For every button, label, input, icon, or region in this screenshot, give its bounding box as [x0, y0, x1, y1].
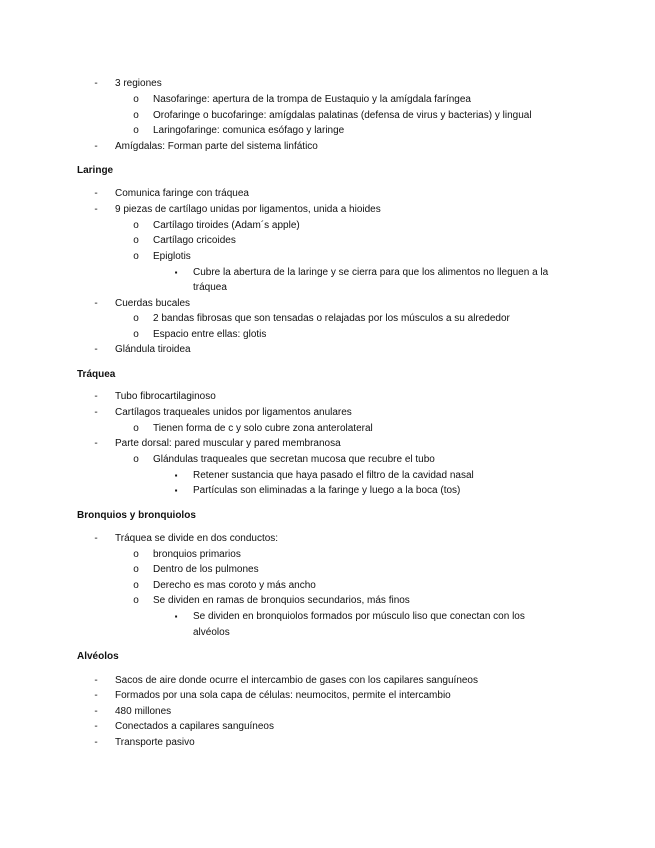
list-item-text: Formados por una sola capa de células: neumocitos, permite el intercambio: [115, 690, 451, 701]
list-item-text: Tráquea se divide en dos conductos:: [115, 533, 279, 544]
dash-bullet-icon: -: [94, 690, 98, 701]
dash-bullet-icon: -: [94, 533, 98, 544]
list-item-text: bronquios primarios: [153, 549, 241, 560]
square-bullet-icon: ▪: [174, 612, 178, 621]
list-item-text: tráquea: [193, 282, 227, 293]
list-item-text: Partículas son eliminadas a la faringe y luego a la boca (tos): [193, 485, 461, 496]
dash-bullet-icon: -: [94, 141, 98, 152]
list-item-text: Derecho es mas coroto y más ancho: [153, 580, 316, 591]
list-item-text: Dentro de los pulmones: [153, 564, 259, 575]
list-item-text: Se dividen en bronquiolos formados por músculo liso que conectan con los: [193, 611, 525, 622]
list-item-text: Laringofaringe: comunica esófago y laringe: [153, 125, 345, 136]
list-item-text: Comunica faringe con tráquea: [115, 188, 249, 199]
section-heading: Tráquea: [77, 369, 116, 380]
circle-bullet-icon: o: [133, 125, 139, 136]
list-item-text: Cubre la abertura de la laringe y se cierra para que los alimentos no lleguen a la: [193, 267, 549, 278]
list-item-text: Glándula tiroidea: [115, 344, 191, 355]
section-heading: Laringe: [77, 165, 114, 176]
list-item-text: Glándulas traqueales que secretan mucosa que recubre el tubo: [153, 454, 435, 465]
circle-bullet-icon: o: [133, 110, 139, 121]
circle-bullet-icon: o: [133, 580, 139, 591]
list-item-text: Espacio entre ellas: glotis: [153, 329, 267, 340]
dash-bullet-icon: -: [94, 721, 98, 732]
circle-bullet-icon: o: [133, 454, 139, 465]
list-item-text: Nasofaringe: apertura de la trompa de Eustaquio y la amígdala faríngea: [153, 94, 471, 105]
list-item-text: Cuerdas bucales: [115, 298, 191, 309]
circle-bullet-icon: o: [133, 549, 139, 560]
dash-bullet-icon: -: [94, 391, 98, 402]
list-item-text: 480 millones: [115, 706, 172, 717]
circle-bullet-icon: o: [133, 251, 139, 262]
list-item-text: Amígdalas: Forman parte del sistema linfático: [115, 141, 318, 152]
list-item-text: Cartílago tiroides (Adam´s apple): [153, 220, 300, 231]
circle-bullet-icon: o: [133, 220, 139, 231]
list-item-text: Transporte pasivo: [115, 737, 195, 748]
list-item-text: Tubo fibrocartilaginoso: [115, 391, 216, 402]
list-item-text: Sacos de aire donde ocurre el intercambio de gases con los capilares sanguíneos: [115, 675, 478, 686]
list-item-text: Tienen forma de c y solo cubre zona anterolateral: [153, 423, 373, 434]
list-item-text: alvéolos: [193, 627, 230, 638]
dash-bullet-icon: -: [94, 675, 98, 686]
dash-bullet-icon: -: [94, 204, 98, 215]
circle-bullet-icon: o: [133, 423, 139, 434]
circle-bullet-icon: o: [133, 595, 139, 606]
list-item-text: 2 bandas fibrosas que son tensadas o relajadas por los músculos a su alrededor: [153, 313, 510, 324]
dash-bullet-icon: -: [94, 78, 98, 89]
square-bullet-icon: ▪: [174, 471, 178, 480]
circle-bullet-icon: o: [133, 235, 139, 246]
list-item-text: 9 piezas de cartílago unidas por ligamentos, unida a hioides: [115, 204, 381, 215]
list-item-text: Conectados a capilares sanguíneos: [115, 721, 274, 732]
circle-bullet-icon: o: [133, 313, 139, 324]
square-bullet-icon: ▪: [174, 486, 178, 495]
dash-bullet-icon: -: [94, 188, 98, 199]
dash-bullet-icon: -: [94, 737, 98, 748]
list-item-text: Orofaringe o bucofaringe: amígdalas palatinas (defensa de virus y bacterias) y lingual: [153, 110, 532, 121]
dash-bullet-icon: -: [94, 438, 98, 449]
list-item-text: Retener sustancia que haya pasado el filtro de la cavidad nasal: [193, 470, 474, 481]
square-bullet-icon: ▪: [174, 268, 178, 277]
list-item-text: Se dividen en ramas de bronquios secundarios, más finos: [153, 595, 410, 606]
section-heading: Alvéolos: [77, 651, 119, 662]
dash-bullet-icon: -: [94, 407, 98, 418]
circle-bullet-icon: o: [133, 564, 139, 575]
circle-bullet-icon: o: [133, 94, 139, 105]
list-item-text: Epiglotis: [153, 251, 191, 262]
dash-bullet-icon: -: [94, 706, 98, 717]
dash-bullet-icon: -: [94, 344, 98, 355]
circle-bullet-icon: o: [133, 329, 139, 340]
list-item-text: 3 regiones: [115, 78, 162, 89]
dash-bullet-icon: -: [94, 298, 98, 309]
list-item-text: Cartílagos traqueales unidos por ligamentos anulares: [115, 407, 352, 418]
list-item-text: Cartílago cricoides: [153, 235, 236, 246]
section-heading: Bronquios y bronquiolos: [77, 510, 196, 521]
list-item-text: Parte dorsal: pared muscular y pared membranosa: [115, 438, 341, 449]
